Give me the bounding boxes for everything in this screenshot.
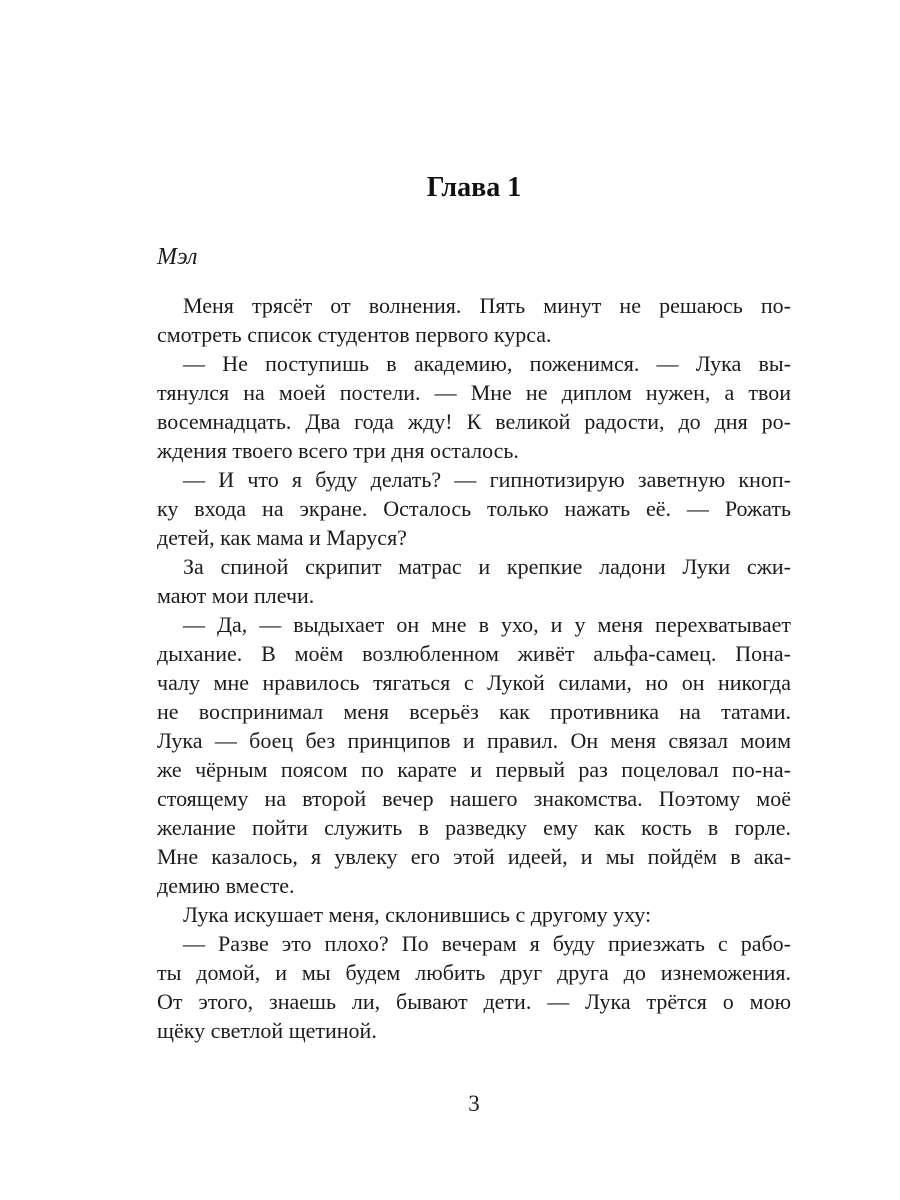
- chapter-title: Глава 1: [426, 172, 522, 203]
- pov-name: Мэл: [157, 244, 198, 270]
- text-line: Лука искушает меня, склонившись с другому уху:: [183, 902, 652, 927]
- text-line: Мне казалось, я увлеку его этой идеей, и мы пойдём в ака-: [157, 844, 791, 869]
- text-line: же чёрным поясом по карате и первый раз поцеловал по-на-: [157, 757, 791, 782]
- text-line: — Не поступишь в академию, поженимся. — Лука вы-: [183, 351, 791, 376]
- text-line: — И что я буду делать? — гипнотизирую заветную кноп-: [183, 467, 791, 492]
- text-line: детей, как мама и Маруся?: [157, 525, 407, 550]
- text-line: — Да, — выдыхает он мне в ухо, и у меня перехватывает: [183, 612, 791, 637]
- text-line: не воспринимал меня всерьёз как противника на татами.: [157, 699, 791, 724]
- text-line: стоящему на второй вечер нашего знакомства. Поэтому моё: [157, 786, 791, 811]
- text-line: тянулся на моей постели. — Мне не диплом нужен, а твои: [157, 380, 791, 405]
- text-line: смотреть список студентов первого курса.: [157, 322, 552, 347]
- text-line: Лука — боец без принципов и правил. Он меня связал моим: [157, 728, 791, 753]
- text-line: За спиной скрипит матрас и крепкие ладони Луки сжи-: [183, 554, 791, 579]
- text-line: восемнадцать. Два года жду! К великой радости, до дня ро-: [157, 409, 791, 434]
- text-line: демию вместе.: [157, 873, 295, 898]
- text-line: ку входа на экране. Осталось только нажать её. — Рожать: [157, 496, 791, 521]
- text-line: мают мои плечи.: [157, 583, 315, 608]
- page-number: 3: [468, 1091, 480, 1116]
- body-text: [157, 291, 791, 1045]
- text-line: От этого, знаешь ли, бывают дети. — Лука трётся о мою: [157, 989, 791, 1014]
- text-line: дыхание. В моём возлюбленном живёт альфа-самец. Пона-: [157, 641, 791, 666]
- text-line: ты домой, и мы будем любить друг друга до изнеможения.: [157, 960, 791, 985]
- text-line: чалу мне нравилось тягаться с Лукой силами, но он никогда: [157, 670, 791, 695]
- text-line: желание пойти служить в разведку ему как кость в горле.: [157, 815, 791, 840]
- text-line: ждения твоего всего три дня осталось.: [157, 438, 519, 463]
- text-line: щёку светлой щетиной.: [157, 1018, 377, 1043]
- text-line: — Разве это плохо? По вечерам я буду приезжать с рабо-: [183, 931, 791, 956]
- text-line: Меня трясёт от волнения. Пять минут не решаюсь по-: [183, 293, 791, 318]
